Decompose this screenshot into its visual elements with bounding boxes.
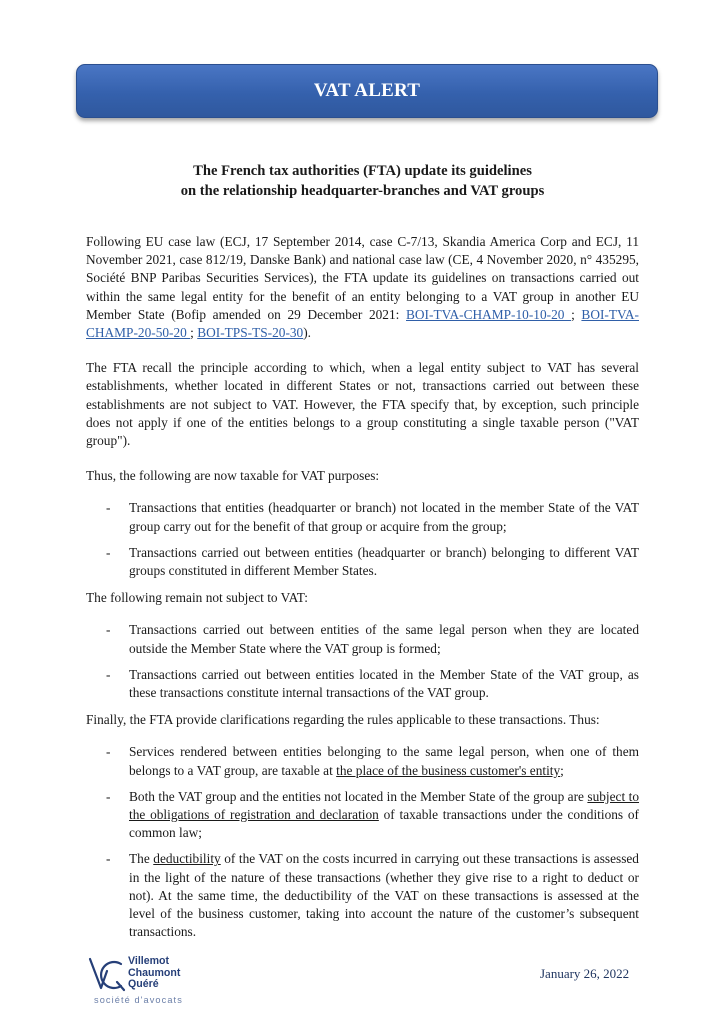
document-title (86, 161, 639, 201)
link-boi-tva-champ-20-50-20[interactable]: BOI-TVA-CHAMP-20-50-20 (86, 306, 639, 341)
list-item (86, 743, 639, 779)
list-item-text: The (129, 851, 154, 867)
list-item-text: of taxable transactions under the conditions of common law; (129, 807, 639, 841)
dash-bullet: - (106, 744, 111, 760)
list-item (86, 850, 639, 941)
taxable-list (86, 499, 639, 580)
underlined-text: the place of the business customer's entity (336, 762, 561, 778)
dash-bullet: - (106, 544, 111, 560)
list-item (86, 621, 639, 657)
clarifications-intro: Finally, the FTA provide clarifications regarding the rules applicable to these transactions. Thus: (86, 712, 600, 728)
link-boi-tva-champ-10-10-20[interactable]: BOI-TVA-CHAMP-10-10-20 (406, 306, 572, 322)
taxable-intro: Thus, the following are now taxable for VAT purposes: (86, 468, 380, 484)
intro-end: ). (303, 325, 312, 341)
document-body (86, 233, 639, 950)
logo-line-1: Villemot (128, 955, 170, 967)
dash-bullet: - (106, 500, 111, 516)
banner-title: VAT ALERT (313, 80, 421, 101)
link-separator: ; (190, 325, 198, 341)
list-item (86, 499, 639, 535)
logo-line-2: Chaumont (128, 966, 181, 979)
list-item-text: of the VAT on the costs incurred in carrying out these transactions is assessed in the light of the nature of these transactions (whether they give rise to a right to deduct or not). At the same time, the deductibility of the VAT on these transactions is assessed at the level of the business customer, taking into account the nature of the customer’s subsequent transactions. (129, 851, 639, 940)
list-item-text: Transactions carried out between entities (headquarter or branch) belonging to different VAT groups constituted in different Member States. (129, 544, 639, 579)
dash-bullet: - (106, 788, 111, 804)
link-boi-tps-ts-20-30[interactable]: BOI-TPS-TS-20-30 (197, 325, 304, 341)
dash-bullet: - (106, 622, 111, 638)
principle-paragraph: The FTA recall the principle according to which, when a legal entity subject to VAT has several establishments, whether located in different States or not, transactions carried out between these establishments are not subject to VAT. However, the FTA specify that, by exception, such principle does not apply if one of the entities belongs to a group constituting a single taxable person ("VAT group"). (86, 360, 639, 449)
underlined-text: deductibility (153, 851, 221, 867)
intro-paragraph (86, 233, 639, 342)
logo-tagline: société d'avocats (94, 995, 183, 1005)
title-line-1: The French tax authorities (FTA) update its guidelines (193, 163, 532, 179)
list-item (86, 666, 639, 702)
link-separator: ; (571, 306, 582, 322)
list-item-text: Services rendered between entities belonging to the same legal person, when one of them belongs to a VAT group, are taxable at (129, 744, 639, 778)
list-item-text: Transactions carried out between entities of the same legal person when they are located outside the Member State where the VAT group is formed; (129, 622, 639, 656)
list-item (86, 544, 639, 580)
logo-line-3: Quéré (128, 978, 159, 991)
dash-bullet: - (106, 851, 111, 867)
firm-logo (88, 955, 218, 1005)
logo-wordmark (128, 956, 180, 991)
dash-bullet: - (106, 666, 111, 682)
underlined-text: subject to the obligations of registration and declaration (129, 788, 639, 823)
list-item (86, 788, 639, 843)
not-subject-list (86, 621, 639, 702)
clarifications-list (86, 743, 639, 941)
list-item-text: ; (560, 762, 564, 778)
not-subject-intro: The following remain not subject to VAT: (86, 590, 308, 606)
document-date: January 26, 2022 (540, 966, 630, 981)
list-item-text: Both the VAT group and the entities not located in the Member State of the group are (129, 788, 588, 804)
vcq-logo-icon (88, 955, 128, 995)
title-line-2: on the relationship headquarter-branches and VAT groups (180, 183, 545, 199)
intro-text: Following EU case law (ECJ, 17 September 2014, case C-7/13, Skandia America Corp and ECJ, 11 November 2021, case 812/19, Danske Bank) and national case law (CE, 4 November 2020, n° 435295, Société BNP Paribas Securities Services), the FTA update its guidelines on transactions carried out within the same legal entity for the benefit of an entity belonging to a VAT group in another EU Member State (Bofip amended on 29 December 2021: (86, 234, 639, 322)
list-item-text: Transactions carried out between entities located in the Member State of the VAT group, as these transactions constitute internal transactions of the VAT group. (129, 666, 639, 701)
list-item-text: Transactions that entities (headquarter or branch) not located in the member State of the VAT group carry out for the benefit of that group or acquire from the group; (129, 500, 639, 534)
vat-alert-banner (76, 64, 658, 118)
